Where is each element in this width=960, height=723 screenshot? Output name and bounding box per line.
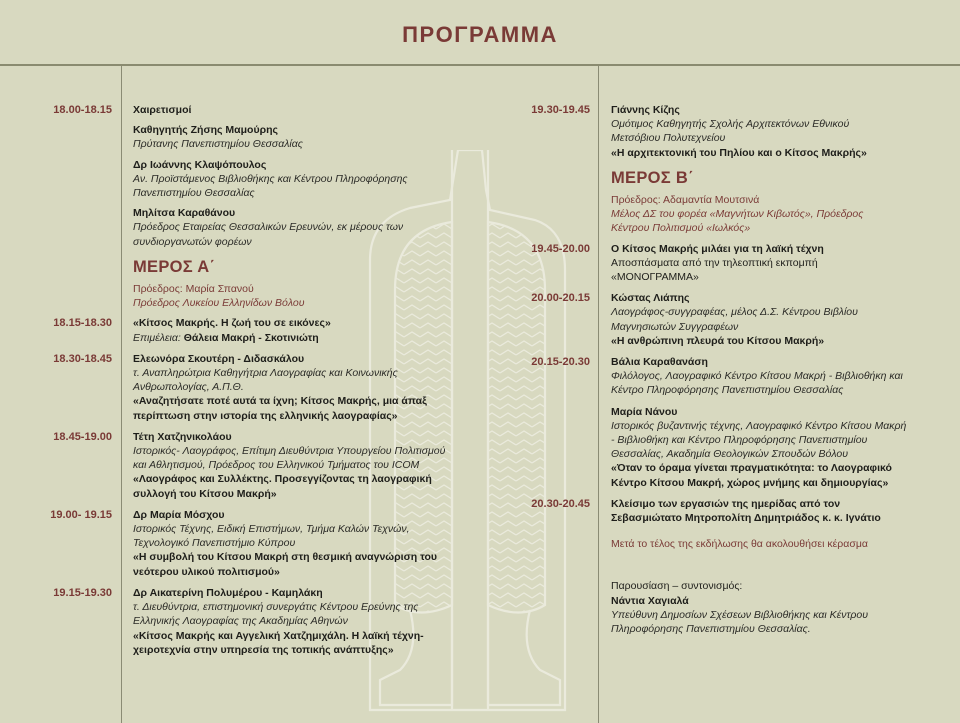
speaker-name: Κώστας Λιάπης xyxy=(611,292,690,305)
chair-name: Πρόεδρος: Αδαμαντία Μουτσινά xyxy=(611,194,760,207)
talk-title: «Όταν το όραμα γίνεται πραγματικότητα: το Λαογραφικό Κέντρο Κίτσου Μακρή, χώρος μνήμης και δημιουργίας» xyxy=(611,462,892,489)
speaker-name: Καθηγητής Ζήσης Μαμούρης xyxy=(133,124,278,137)
speaker-role: Λαογράφος-συγγραφέας, μέλος Δ.Σ. Κέντρου Βιβλίου Μαγνησιωτών Συγγραφέων xyxy=(611,306,858,333)
host-info xyxy=(611,579,921,636)
chair-role: Πρόεδρος Λυκείου Ελληνίδων Βόλου xyxy=(133,297,305,310)
speaker-name: Δρ Αικατερίνη Πολυμέρου - Καμηλάκη xyxy=(133,586,323,599)
curation-name: Θάλεια Μακρή - Σκοτινιώτη xyxy=(183,331,319,344)
video-subtitle: Αποσπάσματα από την τηλεοπτική εκπομπή «ΜΟΝΟΓΡΑΜΜΑ» xyxy=(611,256,818,284)
part-a-chair xyxy=(133,282,480,310)
session-time: 18.30-18.45 xyxy=(53,352,112,365)
speaker-name: Βάλια Καραθανάση xyxy=(611,356,708,369)
talk-title: «Λαογράφος και Συλλέκτης. Προσεγγίζοντας τη λαογραφική συλλογή του Κίτσου Μακρή» xyxy=(133,473,432,500)
session-time: 19.15-19.30 xyxy=(53,586,112,599)
session-title: «Κίτσος Μακρής. Η ζωή του σε εικόνες» xyxy=(133,317,331,330)
speaker-role: Ιστορικός- Λαογράφος, Επίτιμη Διευθύντρια Υπουργείου Πολιτισμού και Αθλητισμού, Πρόεδρος του Ελληνικού Τμήματος του ICOM xyxy=(133,445,446,472)
session-time: 19.45-20.00 xyxy=(531,242,590,255)
part-b-heading: ΜΕΡΟΣ Β΄ xyxy=(611,168,694,187)
reception-note: Μετά το τέλος της εκδήλωσης θα ακολουθήσει κέρασμα xyxy=(611,538,868,551)
talk-title: «Η συμβολή του Κίτσου Μακρή στη θεσμική αναγνώριση του νεότερου υλικού πολιτισμού» xyxy=(133,551,438,578)
speaker-name: Μαρία Νάνου xyxy=(611,405,678,418)
host-name: Νάντια Χαγιαλά xyxy=(611,594,689,607)
session xyxy=(478,291,960,348)
chair-role: Μέλος ΔΣ του φορέα «Μαγνήτων Κιβωτός», Πρόεδρος Κέντρου Πολιτισμού «Ιωλκός» xyxy=(611,208,864,235)
session xyxy=(0,586,480,657)
talk-title: «Η αρχιτεκτονική του Πηλίου και ο Κίτσος Μακρής» xyxy=(611,146,867,159)
session-time: 18.00-18.15 xyxy=(53,104,112,116)
speaker-role: Ομότιμος Καθηγητής Σχολής Αρχιτεκτόνων Εθνικού Μετσόβιου Πολυτεχνείου xyxy=(611,118,850,145)
talk-title: «Η ανθρώπινη πλευρά του Κίτσου Μακρή» xyxy=(611,334,825,347)
part-b-header xyxy=(611,168,901,236)
session-time: 20.30-20.45 xyxy=(531,497,590,510)
chair-name: Πρόεδρος: Μαρία Σπανού xyxy=(133,283,254,296)
closing-session xyxy=(478,497,960,525)
speaker-role: τ. Διευθύντρια, επιστημονική συνεργάτις Κέντρου Ερεύνης της Ελληνικής Λαογραφίας της Ακαδημίας Αθηνών xyxy=(133,601,419,628)
speaker xyxy=(133,123,480,151)
host-label: Παρουσίαση – συντονισμός: xyxy=(611,580,743,593)
speaker-role: Πρόεδρος Εταιρείας Θεσσαλικών Ερευνών, εκ μέρους των συνδιοργανωτών φορέων xyxy=(133,221,404,248)
part-a-header xyxy=(133,257,480,311)
program-column-right xyxy=(478,103,960,636)
part-a-heading: ΜΕΡΟΣ Α΄ xyxy=(133,257,216,276)
session-time: 19.00- 19.15 xyxy=(50,508,112,521)
header-divider xyxy=(0,64,960,66)
speaker-role: Ιστορικός Τέχνης, Ειδική Επιστήμων, Τμήμα Καλών Τεχνών, Τεχνολογικό Πανεπιστήμιο Κύπρου xyxy=(133,523,410,550)
page-title: ΠΡΟΓΡΑΜΜΑ xyxy=(402,22,558,47)
speaker-name: Δρ Ιωάννης Κλαψόπουλος xyxy=(133,158,267,171)
part-b-chair xyxy=(611,193,901,236)
session-time: 18.45-19.00 xyxy=(53,430,112,443)
session-time: 18.15-18.30 xyxy=(53,317,112,330)
speaker-name: Τέτη Χατζηνικολάου xyxy=(133,430,232,443)
speaker-role: Αν. Προϊστάμενος Βιβλιοθήκης και Κέντρου Πληροφόρησης Πανεπιστημίου Θεσσαλίας xyxy=(133,172,408,200)
talk-title: «Αναζητήσατε ποτέ αυτά τα ίχνη; Κίτσος Μακρής, μια άπαξ περίπτωση στην ιστορία της ελληνικής λαογραφίας» xyxy=(133,395,427,422)
speaker-name: Ελεωνόρα Σκουτέρη - Διδασκάλου xyxy=(133,352,305,365)
speaker-role: Πρύτανης Πανεπιστημίου Θεσσαλίας xyxy=(133,138,303,151)
program-column-left xyxy=(0,103,480,664)
session-time: 20.15-20.30 xyxy=(531,356,590,369)
session xyxy=(0,316,480,344)
speaker-role: Ιστορικός βυζαντινής τέχνης, Λαογραφικό Κέντρο Κίτσου Μακρή - Βιβλιοθήκη και Κέντρο Πληροφόρησης Πανεπιστημίου Θεσσαλίας, Ακαδημία Θεολογικών Σπουδών Βόλου xyxy=(611,419,907,461)
speaker-role: Φιλόλογος, Λαογραφικό Κέντρο Κίτσου Μακρή - Βιβλιοθήκη και Κέντρο Πληροφόρησης Πανεπιστημίου Θεσσαλίας xyxy=(611,370,903,397)
session xyxy=(478,103,960,160)
session-heading: Χαιρετισμοί xyxy=(133,104,192,116)
speaker-name: Μηλίτσα Καραθάνου xyxy=(133,207,236,220)
closing-text: Κλείσιμο των εργασιών της ημερίδας από τον Σεβασμιώτατο Μητροπολίτη Δημητριάδος κ. κ. Ιγνάτιο xyxy=(611,497,881,525)
talk-title: «Κίτσος Μακρής και Αγγελική Χατζημιχάλη. Η λαϊκή τέχνη-χειροτεχνία στην υπηρεσία της τοπικής ανάπτυξης» xyxy=(133,629,424,656)
session xyxy=(478,405,960,490)
curation-label: Επιμέλεια: xyxy=(133,331,181,344)
speaker xyxy=(133,206,463,249)
host-role: Υπεύθυνη Δημοσίων Σχέσεων Βιβλιοθήκης και Κέντρου Πληροφόρησης Πανεπιστημίου Θεσσαλίας. xyxy=(611,608,868,636)
speaker-role: τ. Αναπληρώτρια Καθηγήτρια Λαογραφίας και Κοινωνικής Ανθρωπολογίας, Α.Π.Θ. xyxy=(133,367,398,394)
session-time: 19.30-19.45 xyxy=(531,104,590,116)
speaker xyxy=(133,158,473,201)
speaker-name: Γιάννης Κίζης xyxy=(611,104,680,116)
session xyxy=(0,352,480,423)
video-title: Ο Κίτσος Μακρής μιλάει για τη λαϊκή τέχνη xyxy=(611,242,824,255)
session-time: 20.00-20.15 xyxy=(531,292,590,305)
session xyxy=(0,430,480,501)
video-session xyxy=(478,242,960,285)
session xyxy=(478,355,960,398)
opening-session xyxy=(0,103,480,249)
speaker-name: Δρ Μαρία Μόσχου xyxy=(133,508,225,521)
session xyxy=(0,508,480,579)
